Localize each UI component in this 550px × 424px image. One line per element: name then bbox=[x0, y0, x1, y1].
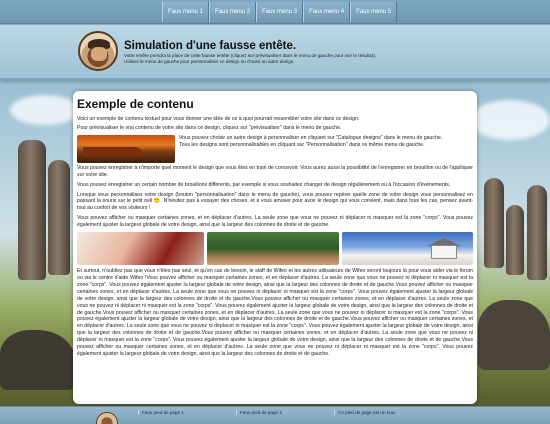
content-paragraph-1: Vous pouvez enregistrer à n'importe quel moment le design que vous êtes en train de concevoir. Vous aurez aussi la possibilité de l'enregistrer en brouillon ou de l'appliquer sur votre site. bbox=[77, 164, 473, 178]
house-image bbox=[342, 232, 473, 265]
fake-menu bbox=[162, 2, 397, 22]
site-footer bbox=[0, 406, 550, 424]
moai-statue bbox=[18, 140, 46, 280]
beside-paragraph-2: Tous les designs sont personnalisables en cliquant sur "Personnalisation" dans ce même menu de gauche. bbox=[179, 141, 425, 148]
content-paragraph-3: Lorsque vous personnalisez votre design (bouton "personnalisation" dans le menu de gauche), vous pouvez repérer quelle zone de votre design vous personnalisez en passant la souris sur le petit oeil 🙂. N'hésitez pas à essayer des choses, et à vous amuser pour avoir le design qui vous convient, mais dans tous les cas, pensez avant-tout au confort de vos visiteurs ! bbox=[77, 191, 473, 212]
footer-column-3: Ce pied de page est un faux bbox=[334, 410, 395, 415]
footer-column-2: Faux pied de page 2 bbox=[236, 410, 282, 415]
village-image bbox=[207, 232, 338, 265]
moai-statue bbox=[506, 205, 524, 275]
people-image bbox=[77, 232, 204, 265]
site-subtitle bbox=[124, 53, 424, 65]
nav-item-faux-menu-3[interactable]: Faux menu 3 bbox=[256, 2, 303, 22]
nav-item-faux-menu-1[interactable]: Faux menu 1 bbox=[162, 2, 209, 22]
site-logo bbox=[78, 31, 118, 71]
site-header bbox=[0, 25, 550, 80]
nav-item-faux-menu-2[interactable]: Faux menu 2 bbox=[209, 2, 256, 22]
subtitle-line-1: Votre entête prendra la place de cette fausse entête (cliquez sur prévisualiser dans le menu de gauche pour voir le résultat). bbox=[124, 53, 377, 58]
main-content bbox=[73, 91, 477, 404]
beside-paragraph-1: Vous pouvez choisir un autre design à personnaliser en cliquant sur "Catalogue designs" dans le menu de gauche. bbox=[179, 134, 443, 141]
image-row bbox=[77, 232, 473, 265]
intro-paragraph-1: Voici un exemple de contenu textuel pour vous donner une idée de ce à quoi pourrait ressembler votre site dans ce design. bbox=[77, 116, 360, 122]
canyon-image bbox=[77, 135, 175, 163]
moai-statue bbox=[484, 178, 504, 268]
top-navigation-bar bbox=[0, 0, 550, 24]
nav-item-faux-menu-5[interactable]: Faux menu 5 bbox=[350, 2, 397, 22]
moai-statue bbox=[527, 185, 547, 280]
content-heading: Exemple de contenu bbox=[77, 97, 194, 111]
moai-statue bbox=[48, 160, 70, 275]
intro-paragraph-2: Pour prévisualiser le vrai contenu de votre site dans ce design, cliquez sur "prévisualiser" dans le menu de gauche. bbox=[77, 124, 342, 131]
subtitle-line-2: Utilisez le menu de gauche pour personnaliser ce design ou choisir un autre design. bbox=[124, 59, 295, 64]
site-title: Simulation d'une fausse entête. bbox=[124, 40, 297, 52]
content-paragraph-4: Vous pouvez afficher ou masquer certaines zones, et en déplacer d'autres. La seule zone que vous ne pouvez ni déplacer ni masquer est la zone "corps". Vous pouvez également ajuster la largeur globale de votre design, ainsi que la largeur des colonnes de droite et de gauche. bbox=[77, 215, 473, 229]
nav-item-faux-menu-4[interactable]: Faux menu 4 bbox=[303, 2, 350, 22]
content-paragraph-5: Et surtout, n'oubliez pas que vous n'êtes pas seul, et qu'en cas de besoin, le staff de Wifeo et les autres utilisateurs de Wifeo seront toujours là pour vous aider via le forum ou via le centre d'aide Wifeo !Vous pouvez afficher ou masquer certaines zones, et en déplacer d'autres. La seule zone que vous ne pouvez ni déplacer ni masquer est la zone "corps". Vous pouvez également ajuster la largeur globale de votre design, ainsi que la largeur des colonnes de droite et de gauche.Vous pouvez afficher ou masquer certaines zones, et en déplacer d'autres. La seule zone que vous ne pouvez ni déplacer ni masquer est la zone "corps". Vous pouvez également ajuster la largeur globale de votre design, ainsi que la largeur des colonnes de droite et de gauche.Vous pouvez afficher ou masquer certaines zones, et en déplacer d'autres. La seule zone que vous ne pouvez ni déplacer ni masquer est la zone "corps". Vous pouvez également ajuster la largeur globale de votre design, ainsi que la largeur des colonnes de droite et de gauche.Vous pouvez afficher ou masquer certaines zones, et en déplacer d'autres. La seule zone que vous ne pouvez ni déplacer ni masquer est la zone "corps". Vous pouvez également ajuster la largeur globale de votre design, ainsi que la largeur des colonnes de droite et de gauche.Vous pouvez afficher ou masquer certaines zones, et en déplacer d'autres. La seule zone que vous ne pouvez ni déplacer ni masquer est la zone "corps". Vous pouvez également ajuster la largeur globale de votre design, ainsi que la largeur des colonnes de droite et de gauche.Vous pouvez afficher ou masquer certaines zones, et en déplacer d'autres. La seule zone que vous ne pouvez ni déplacer ni masquer est la zone "corps". Vous pouvez également ajuster la largeur globale de votre design, ainsi que la largeur des colonnes de droite et de gauche.Vous pouvez afficher ou masquer certaines zones, et en déplacer d'autres. La seule zone que vous ne pouvez ni déplacer ni masquer est la zone "corps". Vous pouvez également ajuster la largeur globale de votre design, ainsi que la largeur des colonnes de droite et de gauche. bbox=[77, 268, 473, 357]
footer-column-1: Faux pied de page 1 bbox=[138, 410, 184, 415]
content-paragraph-2: Vous pouvez enregistrer un certain nombre de brouillons différents, par exemple si vous souhaitez changer de design régulièrement ou à l'occasion d'évènements. bbox=[77, 181, 451, 188]
